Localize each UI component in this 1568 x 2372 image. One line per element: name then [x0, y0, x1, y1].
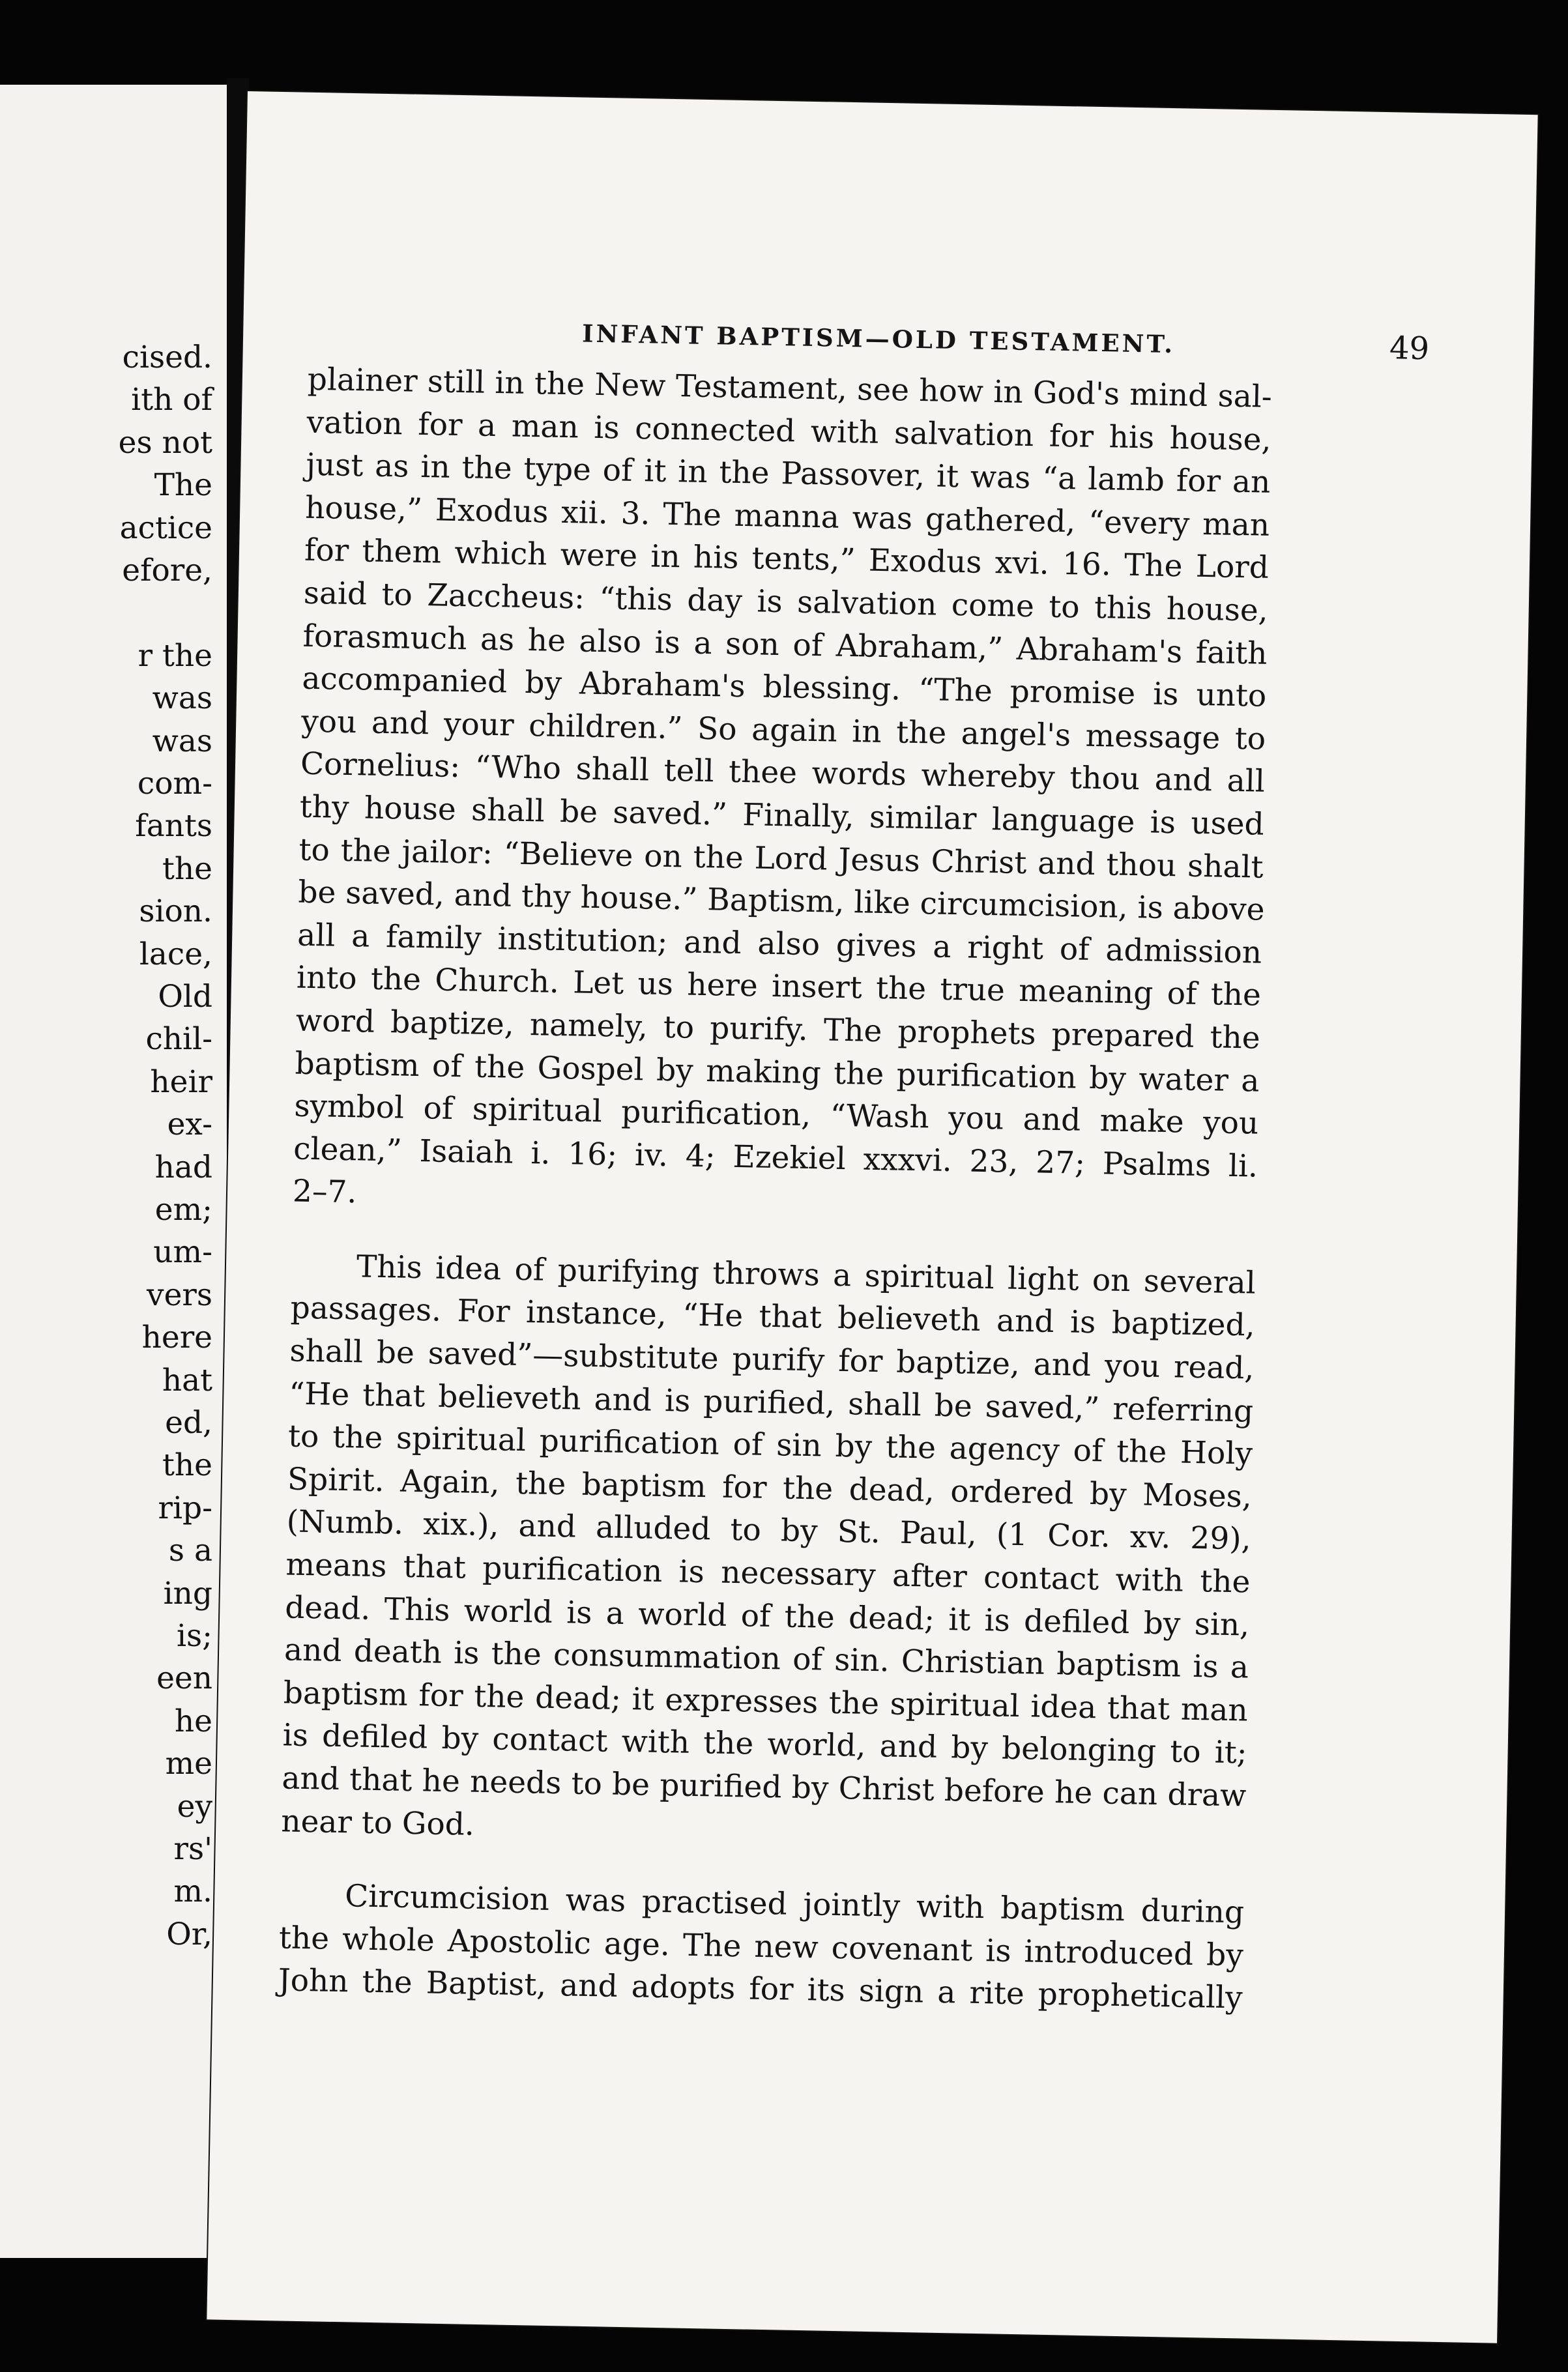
text-line: to the jailor: “Believe on the Lord Jesus Christ and thou shalt	[298, 832, 1264, 886]
text-line: This idea of purifying throws a spiritual light on several	[356, 1249, 1256, 1301]
left-page-text-fragment: ing	[163, 1575, 212, 1612]
text-line: clean,” Isaiah i. 16; iv. 4; Ezekiel xxxvi. 23, 27; Psalms li.	[293, 1131, 1258, 1185]
left-page-text-fragment: ex-	[167, 1106, 212, 1143]
text-line: forasmuch as he also is a son of Abraham,” Abraham's faith	[302, 618, 1268, 672]
text-line: plainer still in the New Testament, see how in God's mind sal-	[307, 361, 1273, 415]
page-number: 49	[1389, 330, 1430, 368]
text-line: to the spiritual purification of sin by the agency of the Holy	[287, 1418, 1253, 1472]
left-page-text-fragment: rs'	[173, 1831, 212, 1867]
previous-page-fragment	[0, 85, 227, 2258]
left-page-text-fragment: actice	[119, 510, 212, 546]
left-page-text-fragment: the	[162, 850, 212, 887]
text-line: John the Baptist, and adopts for its sign a rite prophetically	[278, 1962, 1243, 2016]
body-text	[278, 358, 1272, 2020]
left-page-text-fragment: had	[154, 1149, 212, 1185]
text-line: and that he needs to be purified by Christ before he can draw	[282, 1760, 1247, 1814]
text-line: baptism for the dead; it expresses the spiritual idea that man	[283, 1675, 1249, 1729]
left-page-text-fragment: ey	[177, 1788, 212, 1825]
left-page-text-fragment: chil-	[145, 1021, 212, 1058]
left-page-text-fragment: efore,	[122, 553, 212, 588]
text-line: and death is the consummation of sin. Christian baptism is a	[283, 1632, 1249, 1686]
text-line: into the Church. Let us here insert the true meaning of the	[296, 959, 1262, 1014]
text-line: shall be saved”—substitute purify for baptize, and you read,	[289, 1333, 1255, 1387]
left-page-text-fragment: lace,	[139, 936, 212, 972]
left-page-text-fragment: vers	[147, 1277, 212, 1313]
left-page-text-fragment: was	[152, 680, 212, 717]
text-line: (Numb. xix.), and alluded to by St. Paul, (1 Cor. xv. 29),	[286, 1503, 1252, 1558]
left-page-text-fragment: heir	[150, 1063, 212, 1100]
paragraph-2	[281, 1244, 1256, 1860]
left-page-text-fragment: me	[165, 1746, 212, 1782]
left-page-text-fragment: fants	[135, 808, 212, 845]
paragraph-3	[278, 1874, 1244, 2020]
left-page-text-fragment: cised.	[122, 340, 212, 375]
left-page-text-fragment: The	[154, 467, 212, 504]
left-page-text-fragment: um-	[153, 1234, 212, 1271]
text-line: said to Zaccheus: “this day is salvation come to this house,	[303, 575, 1269, 629]
text-line: all a family institution; and also gives a right of admission	[297, 917, 1262, 971]
text-line: Spirit. Again, the baptism for the dead, ordered by Moses,	[287, 1461, 1253, 1515]
text-line: means that purification is necessary after contact with the	[285, 1546, 1251, 1600]
text-line: 2–7.	[292, 1173, 357, 1211]
text-line: for them which were in his tents,” Exodus xvi. 16. The Lord	[304, 532, 1270, 586]
left-page-text-fragment: he	[174, 1703, 212, 1739]
text-line: thy house shall be saved.” Finally, similar language is used	[299, 788, 1265, 843]
text-line: just as in the type of it in the Passover, it was “a lamb for an	[306, 446, 1271, 501]
text-line: word baptize, namely, to purify. The prophets prepared the	[295, 1002, 1261, 1056]
text-line: baptism of the Gospel by making the purification by water a	[295, 1045, 1260, 1099]
left-page-text-fragment: Or,	[166, 1916, 212, 1952]
text-line: is defiled by contact with the world, and by belonging to it;	[282, 1717, 1248, 1771]
left-page-text-fragment: rip-	[158, 1490, 212, 1526]
text-line: passages. For instance, “He that believeth and is baptized,	[290, 1290, 1256, 1344]
text-line: you and your children.” So again in the angel's message to	[300, 703, 1266, 757]
text-line: symbol of spiritual purification, “Wash you and make you	[293, 1088, 1259, 1142]
book-page	[207, 91, 1537, 2343]
paragraph-1	[292, 358, 1272, 1231]
text-line: Cornelius: “Who shall tell thee words whereby thou and all	[300, 746, 1266, 800]
text-line: the whole Apostolic age. The new covenant is introduced by	[278, 1920, 1244, 1974]
left-page-text-fragment: was	[152, 723, 212, 759]
text-line: Circumcision was practised jointly with baptism during	[344, 1878, 1245, 1931]
left-page-text-fragment: the	[162, 1447, 212, 1484]
text-line: vation for a man is connected with salvation for his house,	[306, 404, 1271, 458]
running-head-title: INFANT BAPTISM—OLD TESTAMENT.	[581, 319, 1176, 359]
left-page-text-fragment: een	[156, 1660, 212, 1697]
text-line: accompanied by Abraham's blessing. “The promise is unto	[301, 660, 1267, 714]
text-line: “He that believeth and is purified, shall be saved,” referring	[288, 1376, 1254, 1430]
text-line: be saved, and thy house.” Baptism, like circumcision, is above	[297, 874, 1265, 928]
left-page-text-fragment: em;	[154, 1192, 212, 1228]
left-page-text-fragment: com-	[137, 766, 212, 802]
left-page-text-fragment: r the	[138, 637, 212, 674]
left-page-text-fragment: m.	[173, 1873, 212, 1910]
left-page-text-fragment: is;	[177, 1618, 212, 1654]
left-page-text-fragment: ith of	[131, 382, 212, 418]
left-page-text-fragment: hat	[162, 1362, 212, 1398]
left-page-text-fragment: sion.	[139, 893, 212, 930]
text-line: dead. This world is a world of the dead; it is defiled by sin,	[284, 1589, 1250, 1643]
left-page-text-fragment: s a	[168, 1533, 212, 1569]
text-line: house,” Exodus xii. 3. The manna was gathered, “every man	[304, 489, 1270, 543]
left-page-text-fragment: es not	[118, 424, 212, 461]
left-page-text-fragment: ed,	[165, 1405, 212, 1441]
left-page-text-fragment: here	[141, 1320, 212, 1356]
text-line: near to God.	[280, 1802, 475, 1843]
left-page-text-fragment: Old	[158, 979, 212, 1015]
